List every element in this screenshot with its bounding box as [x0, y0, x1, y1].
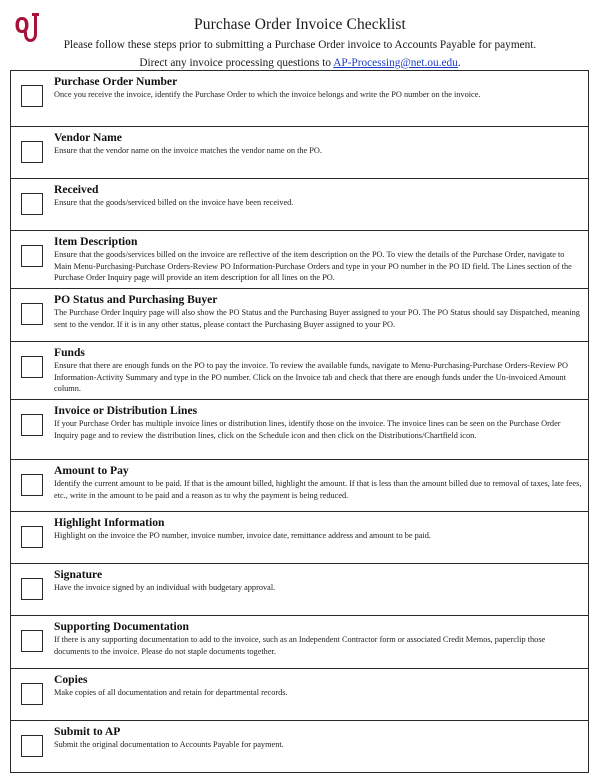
- checklist-item-title: Item Description: [54, 235, 138, 248]
- checklist-item-title: Purchase Order Number: [54, 75, 178, 88]
- checklist-item: [11, 230, 588, 288]
- checkbox[interactable]: [21, 303, 43, 325]
- checklist-item-title: Vendor Name: [54, 131, 122, 144]
- checklist-item: [11, 341, 588, 399]
- email-link[interactable]: AP-Processing@net.ou.edu: [333, 57, 458, 69]
- checklist-item: [11, 71, 588, 126]
- checklist-item: [11, 399, 588, 459]
- checklist-item-description: Highlight on the invoice the PO number, invoice number, invoice date, remittance address and amount to be paid.: [54, 531, 431, 540]
- checklist-item-text: [54, 616, 588, 657]
- checklist-item-text: [54, 179, 588, 209]
- checklist-item-title: Signature: [54, 568, 103, 581]
- checklist-item-description: The Purchase Order Inquiry page will also show the PO Status and the Purchasing Buyer assigned to your PO. The PO Status should say Dispatched, meaning sent to the vendor. If it is in any other status, please contact the Purchasing Buyer assigned to your PO.: [54, 308, 580, 329]
- checklist-item-title: Received: [54, 183, 99, 196]
- checkbox[interactable]: [21, 356, 43, 378]
- checklist-item: [11, 126, 588, 178]
- checklist-item-text: [54, 400, 588, 441]
- checkbox[interactable]: [21, 245, 43, 267]
- checklist-item-title: Amount to Pay: [54, 464, 129, 477]
- checkbox[interactable]: [21, 141, 43, 163]
- checklist-item: [11, 511, 588, 563]
- checklist-item: [11, 615, 588, 668]
- checklist-item: [11, 563, 588, 615]
- checkbox[interactable]: [21, 193, 43, 215]
- checklist-item: [11, 720, 588, 772]
- checklist-item: [11, 459, 588, 511]
- intro-line-2-prefix: Direct any invoice processing questions to: [139, 57, 334, 69]
- checklist-item-title: Submit to AP: [54, 725, 121, 738]
- checklist-item-text: [54, 460, 588, 501]
- checklist-item: [11, 178, 588, 230]
- checklist-item-text: [54, 231, 588, 284]
- checklist-item-title: Copies: [54, 673, 88, 686]
- intro-line-1: Please follow these steps prior to submitting a Purchase Order invoice to Accounts Payable for payment.: [63, 39, 537, 51]
- checkbox[interactable]: [21, 735, 43, 757]
- intro-line-2: [0, 56, 600, 70]
- checkbox[interactable]: [21, 414, 43, 436]
- checklist-item-description: If there is any supporting documentation to add to the invoice, such as an Independent Contractor form or associated Credit Memos, paperclip those documents to the invoice. Please do not staple documents together.: [54, 635, 546, 656]
- checklist-item-description: Ensure that there are enough funds on the PO to pay the invoice. To review the available funds, navigate to Menu-Purchasing-Purchase Orders-Review PO Information-Activity Summary and type in the PO number. Click on the Invoice tab and check that there are enough funds under the Un-invoiced Amount column.: [54, 361, 568, 393]
- checklist-item-title: Funds: [54, 346, 85, 359]
- checklist-item-description: Identify the current amount to be paid. If that is the amount billed, highlight the amount. If that is less than the amount billed due to removal of taxes, late fees, etc., write in the amount to be paid and a reason as to why the payment is being reduced.: [54, 479, 582, 500]
- checklist-item-description: Ensure that the goods/serviced billed on the invoice have been received.: [54, 198, 294, 207]
- checklist-item-text: [54, 289, 588, 330]
- checkbox[interactable]: [21, 474, 43, 496]
- checklist-item-description: Ensure that the vendor name on the invoice matches the vendor name on the PO.: [54, 146, 322, 155]
- checkbox[interactable]: [21, 630, 43, 652]
- checklist-item-text: [54, 342, 588, 395]
- checklist-item-title: Invoice or Distribution Lines: [54, 404, 198, 417]
- checklist-item-description: If your Purchase Order has multiple invoice lines or distribution lines, identify those on the invoice. The invoice lines can be seen on the Purchase Order Inquiry page and to review the distribution lines, click on the Schedule icon and then click on the Distributions/Chartfield icon.: [54, 419, 561, 440]
- checklist-item-title: Highlight Information: [54, 516, 165, 529]
- checklist: [10, 70, 589, 773]
- checklist-item-text: [54, 71, 588, 101]
- checkbox[interactable]: [21, 578, 43, 600]
- checklist-item-description: Make copies of all documentation and retain for departmental records.: [54, 688, 288, 697]
- checklist-item-description: Submit the original documentation to Accounts Payable for payment.: [54, 740, 284, 749]
- checklist-item-text: [54, 669, 588, 699]
- checklist-item-text: [54, 512, 588, 542]
- checklist-item: [11, 668, 588, 720]
- checkbox[interactable]: [21, 683, 43, 705]
- checklist-item-description: Once you receive the invoice, identify the Purchase Order to which the invoice belongs and write the PO number on the invoice.: [54, 90, 481, 99]
- checkbox[interactable]: [21, 526, 43, 548]
- checklist-item: [11, 288, 588, 341]
- checklist-item-title: PO Status and Purchasing Buyer: [54, 293, 218, 306]
- checklist-item-text: [54, 564, 588, 594]
- document-header: [0, 0, 600, 70]
- checklist-item-text: [54, 721, 588, 751]
- checklist-item-description: Have the invoice signed by an individual with budgetary approval.: [54, 583, 276, 592]
- page-title: Purchase Order Invoice Checklist: [194, 16, 406, 33]
- checkbox[interactable]: [21, 85, 43, 107]
- intro-line-2-suffix: .: [457, 57, 461, 69]
- checklist-item-text: [54, 127, 588, 157]
- checklist-item-description: Ensure that the goods/services billed on the invoice are reflective of the item description on the PO. To view the details of the Purchase Order, navigate to Main Menu-Purchasing-Purchase Orders-Review PO Information-Purchase Orders and type in your PO number in the PO ID field. The Lines section of the Purchase Order Inquiry page will provide an item description for all lines on the PO.: [54, 250, 572, 282]
- checklist-item-title: Supporting Documentation: [54, 620, 189, 633]
